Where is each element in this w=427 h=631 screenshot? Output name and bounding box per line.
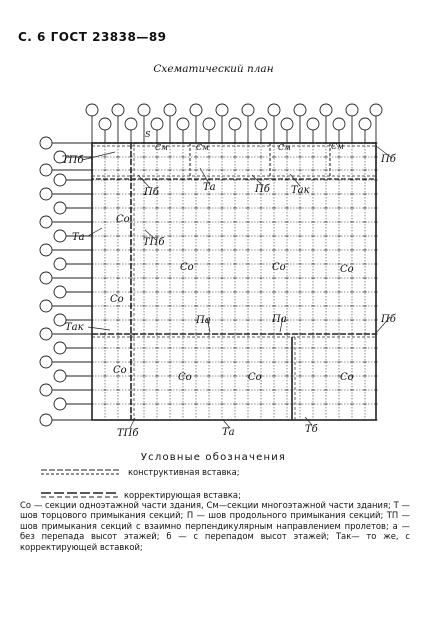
label-p-b-top: Пб — [381, 154, 396, 165]
axis-marker — [190, 104, 202, 116]
axis-marker — [112, 104, 124, 116]
plan-grid — [90, 143, 377, 420]
label-so-2: Co — [180, 262, 194, 273]
axis-marker — [40, 328, 52, 340]
axis-marker — [203, 118, 215, 130]
axis-marker — [138, 104, 150, 116]
axis-marker — [54, 398, 66, 410]
axis-marker — [281, 118, 293, 130]
axis-marker — [40, 137, 52, 149]
axis-marker — [54, 342, 66, 354]
label-p-a-2: Па — [272, 314, 287, 325]
legend-item-corrective: корректирующая вставка; — [124, 490, 241, 500]
legend-description: Со — секции одноэтажной части здания, См—секции многоэтажной части здания; Т — шов торцового примыкания секций; П — шов продольного примыкания секций; ТП — шов примыкания секций с взаимно перпендикулярным направлением пролетов; а — без перепада высот этажей; б — с перепадом высот этажей; Так— то же, с корректирующей вставкой; — [20, 500, 410, 552]
axis-marker — [54, 286, 66, 298]
axis-marker — [40, 356, 52, 368]
axis-marker — [294, 104, 306, 116]
axis-marker — [151, 118, 163, 130]
axis-marker — [54, 370, 66, 382]
label-so-7: Co — [178, 372, 192, 383]
axis-marker — [40, 188, 52, 200]
axis-marker — [54, 230, 66, 242]
axis-marker — [40, 414, 52, 426]
label-p-b-1: Пб — [144, 187, 159, 198]
plan-labels — [62, 130, 397, 439]
axis-marker — [40, 164, 52, 176]
label-so-4: Co — [340, 264, 354, 275]
axis-marker — [40, 244, 52, 256]
label-sm-3: Cм — [278, 143, 291, 152]
label-sm-2: Cм — [196, 143, 209, 152]
axis-marker — [86, 104, 98, 116]
axis-marker — [54, 174, 66, 186]
label-sm-1: Cм — [155, 143, 168, 152]
label-t-ak-1: Так — [291, 185, 310, 196]
corrective-insert-swatch — [41, 491, 119, 499]
axis-marker — [320, 104, 332, 116]
figure-title: Схематический план — [153, 63, 274, 75]
label-t-a-1: Та — [203, 182, 216, 193]
label-so-6: Co — [113, 365, 127, 376]
label-so-3: Co — [272, 262, 286, 273]
axis-marker — [216, 104, 228, 116]
label-t-a-bottom: Та — [222, 427, 235, 438]
label-so-8: Co — [248, 372, 262, 383]
axis-marker — [54, 202, 66, 214]
label-s: S — [145, 130, 151, 139]
label-sm-4: Cм — [331, 142, 344, 151]
label-leaders — [82, 146, 392, 428]
axis-marker — [229, 118, 241, 130]
label-so-9: Co — [340, 372, 354, 383]
axis-marker — [255, 118, 267, 130]
axis-marker — [54, 258, 66, 270]
label-tp-b-2: ТПб — [143, 237, 165, 248]
axis-marker — [333, 118, 345, 130]
axis-marker — [346, 104, 358, 116]
axis-marker — [268, 104, 280, 116]
axis-marker — [307, 118, 319, 130]
legend-heading: Условные обозначения — [140, 452, 287, 463]
axis-marker — [242, 104, 254, 116]
axis-marker — [125, 118, 137, 130]
label-tp-b-bottom: ТПб — [117, 428, 139, 439]
axis-marker — [40, 272, 52, 284]
label-so-5: Co — [110, 294, 124, 305]
label-tp-b: ТПб — [62, 155, 84, 166]
label-p-a-1: Па — [196, 315, 211, 326]
plan-outline — [92, 143, 376, 420]
page-header: С. 6 ГОСТ 23838—89 — [18, 30, 167, 44]
axis-marker — [40, 216, 52, 228]
label-so-1: Co — [116, 214, 130, 225]
label-p-b-2: Пб — [255, 184, 270, 195]
axis-marker — [40, 384, 52, 396]
axis-marker — [370, 104, 382, 116]
axis-marker — [359, 118, 371, 130]
legend-item-constructive: конструктивная вставка; — [128, 467, 240, 477]
axis-marker — [164, 104, 176, 116]
label-p-b-right: Пб — [381, 314, 396, 325]
axis-marker — [40, 300, 52, 312]
label-t-ak-2: Так — [65, 322, 84, 333]
constructive-insert-swatch — [41, 468, 119, 476]
label-t-a-2: Та — [72, 232, 85, 243]
label-t-b-bottom: Тб — [305, 424, 318, 435]
axis-marker — [177, 118, 189, 130]
axis-marker — [99, 118, 111, 130]
